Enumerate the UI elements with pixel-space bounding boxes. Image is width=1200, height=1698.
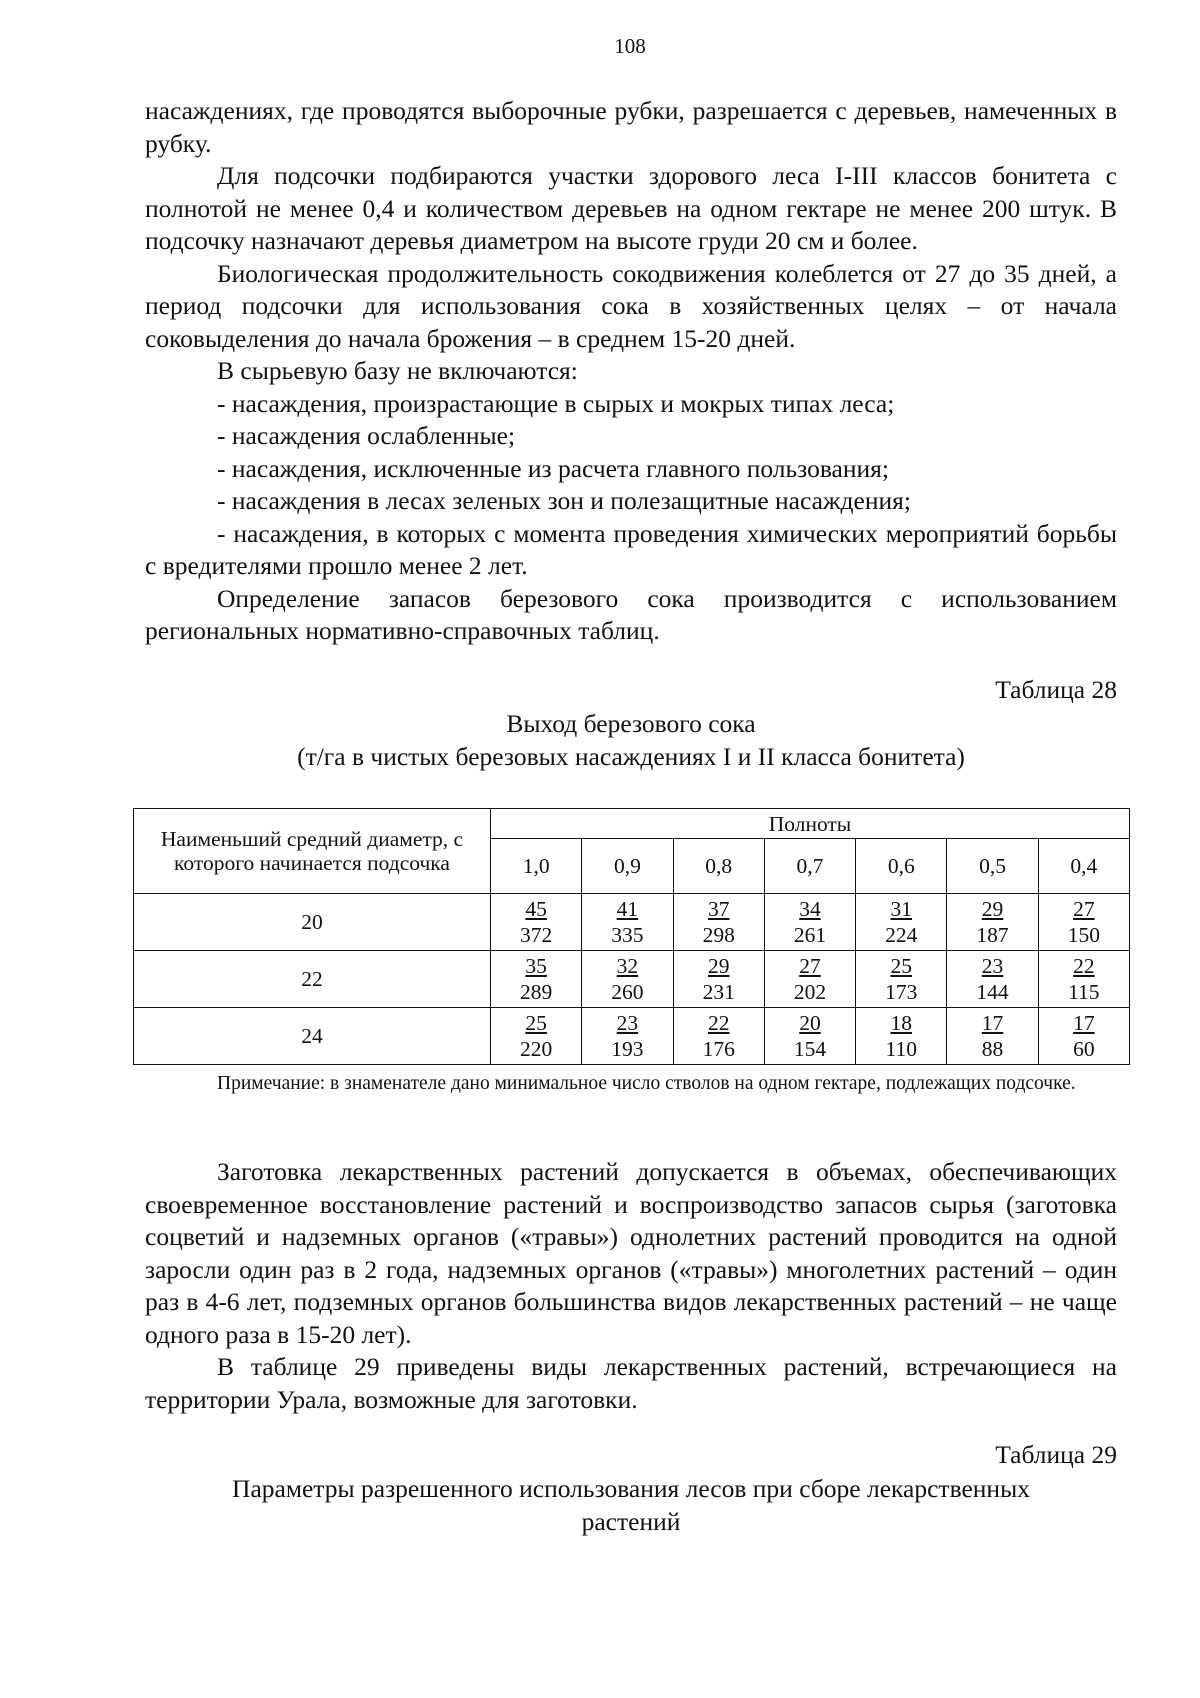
table-28-label: Таблица 28 [995,675,1117,704]
top-text-block [145,95,1117,648]
list-item: - насаждения в лесах зеленых зон и полезащитные насаждения; [217,486,911,515]
yield-cell [764,951,855,1008]
density-header: 0,4 [1038,839,1129,894]
table-header-diameter: Наименьший средний диаметр, с которого начинается подсочка [134,809,491,894]
note-text: Примечание: в знаменателе дано минимальное число стволов на одном гектаре, подлежащих подсочке. [217,1073,1076,1094]
density-header: 0,6 [856,839,947,894]
trees-value: 202 [793,980,827,1004]
diameter-cell: 22 [134,951,491,1008]
table-29-label: Таблица 29 [995,1440,1117,1469]
trees-value: 289 [520,980,553,1004]
trees-value: 335 [611,923,644,947]
yield-value: 32 [616,954,639,978]
yield-cell [1038,894,1129,951]
table-row [134,951,1130,1008]
yield-cell [673,951,764,1008]
table-row [134,894,1130,951]
yield-value: 29 [707,954,730,978]
yield-value: 20 [799,1011,821,1035]
trees-value: 110 [885,1037,917,1061]
density-header: 0,5 [947,839,1038,894]
paragraph: Биологическая продолжительность сокодвижения колеблется от 27 до 35 дней, а период подсочки для использования сока в хозяйственных целях – от начала соковыделения до начала брожения – в среднем 15-20 дней. [145,258,1117,353]
yield-cell [856,894,947,951]
density-header: 0,7 [764,839,855,894]
density-header: 0,8 [673,839,764,894]
yield-cell [1038,951,1129,1008]
yield-value: 45 [525,897,547,921]
density-header: 1,0 [491,839,582,894]
diameter-cell: 24 [134,1008,491,1065]
yield-cell [582,951,673,1008]
list-item: - насаждения, исключенные из расчета главного пользования; [217,453,889,483]
yield-value: 17 [981,1011,1004,1035]
yield-cell [582,894,673,951]
trees-value: 193 [611,1037,644,1061]
yield-cell [764,894,855,951]
trees-value: 154 [793,1037,827,1061]
trees-value: 231 [702,980,735,1004]
table-row [134,1008,1130,1065]
trees-value: 260 [611,980,644,1004]
yield-cell [491,894,582,951]
table-29-title: Параметры разрешенного использования лесов при сборе лекарственных растений [232,1474,1030,1536]
yield-value: 18 [890,1011,913,1035]
paragraph: Для подсочки подбираются участки здорового леса I-III классов бонитета с полнотой не менее 0,4 и количеством деревьев на одном гектаре не менее 200 штук. В подсочку назначают деревья диаметром на высоте груди 20 см и более. [145,161,1117,255]
page-number: 108 [614,34,646,58]
yield-value: 34 [799,897,821,921]
yield-cell [947,951,1038,1008]
yield-value: 25 [525,1011,547,1035]
yield-cell [491,1008,582,1065]
yield-cell [856,1008,947,1065]
list-item: - насаждения ослабленные; [217,421,516,450]
yield-value: 35 [525,954,547,978]
trees-value: 173 [885,980,918,1004]
yield-value: 17 [1073,1011,1095,1035]
trees-value: 60 [1073,1037,1095,1061]
yield-value: 23 [981,954,1004,978]
yield-cell [1038,1008,1129,1065]
table-28-title: Выход березового сока [506,709,756,738]
trees-value: 144 [976,980,1009,1004]
table-28-note [145,1070,1117,1097]
yield-cell [947,1008,1038,1065]
paragraph: В таблице 29 приведены виды лекарственных растений, встречающиеся на территории Урала, возможные для заготовки. [145,1352,1117,1414]
trees-value: 150 [1067,923,1100,947]
paragraph: насаждениях, где проводятся выборочные рубки, разрешается с деревьев, намеченных в рубку. [145,96,1117,158]
yield-value: 22 [707,1011,730,1035]
trees-value: 115 [1068,980,1100,1004]
table-28 [133,808,1130,1065]
yield-cell [856,951,947,1008]
yield-value: 27 [799,954,821,978]
yield-value: 31 [890,897,913,921]
trees-value: 261 [793,923,827,947]
list-item: - насаждения, в которых с момента проведения химических мероприятий борьбы с вредителями прошло менее 2 лет. [145,518,1117,580]
yield-value: 41 [616,897,639,921]
yield-value: 22 [1073,954,1095,978]
yield-cell [673,1008,764,1065]
trees-value: 224 [885,923,918,947]
yield-cell [491,951,582,1008]
trees-value: 88 [981,1037,1004,1061]
yield-value: 25 [890,954,913,978]
trees-value: 176 [702,1037,735,1061]
yield-value: 37 [707,897,730,921]
yield-cell [582,1008,673,1065]
paragraph: В сырьевую базу не включаются: [217,356,578,385]
yield-value: 23 [616,1011,639,1035]
trees-value: 220 [520,1037,553,1061]
yield-cell [764,1008,855,1065]
paragraph: Определение запасов березового сока производится с использованием региональных нормативно-справочных таблиц. [145,583,1117,645]
bottom-text-block [145,1156,1117,1416]
table-header-density: Полноты [491,809,1130,839]
trees-value: 187 [976,923,1009,947]
diameter-cell: 20 [134,894,491,951]
yield-value: 27 [1073,897,1095,921]
yield-cell [673,894,764,951]
table-28-subtitle: (т/га в чистых березовых насаждениях I и II класса бонитета) [297,742,965,771]
yield-value: 29 [981,897,1004,921]
density-header: 0,9 [582,839,673,894]
trees-value: 298 [702,923,735,947]
paragraph: Заготовка лекарственных растений допускается в объемах, обеспечивающих своевременное восстановление растений и воспроизводство запасов сырья (заготовка соцветий и надземных органов («травы») однолетних растений проводится на одной заросли один раз в 2 года, надземных органов («травы») многолетних растений – один раз в 4-6 лет, подземных органов большинства видов лекарственных растений – не чаще одного раза в 15-20 лет). [145,1157,1117,1349]
trees-value: 372 [520,923,553,947]
list-item: - насаждения, произрастающие в сырых и мокрых типах леса; [217,388,895,418]
yield-cell [947,894,1038,951]
